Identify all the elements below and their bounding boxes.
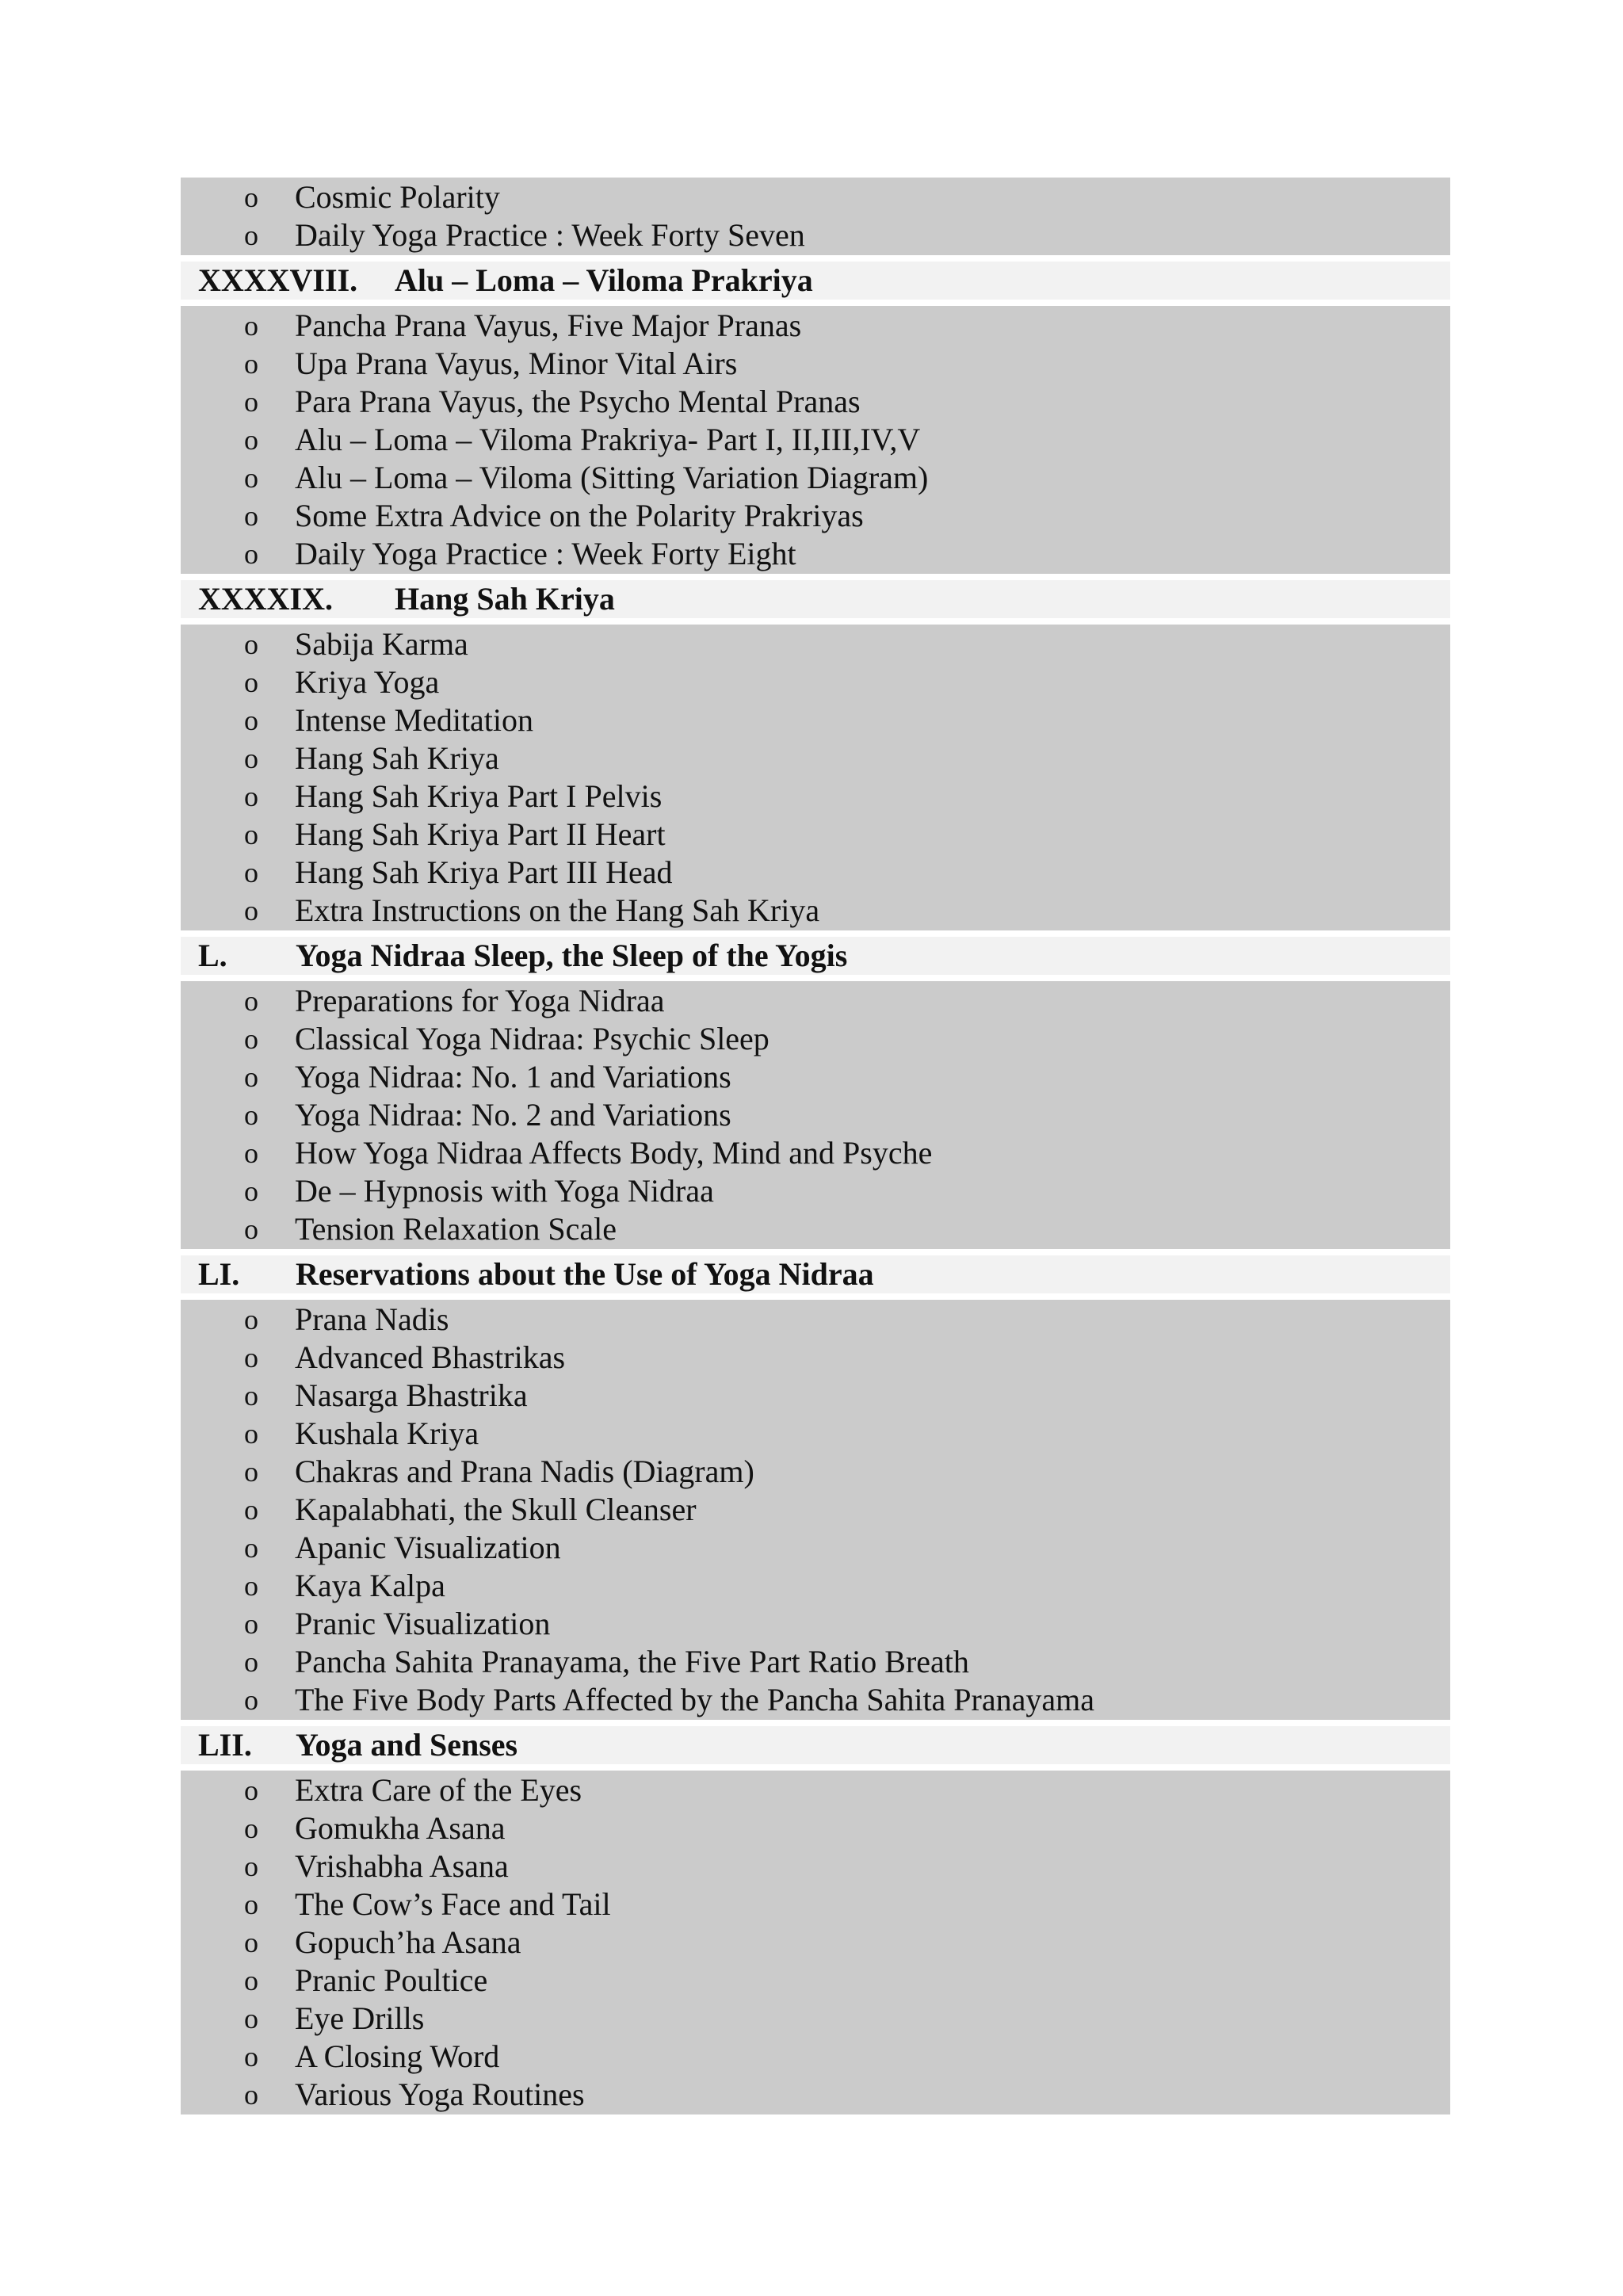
list-item-label: Pancha Prana Vayus, Five Major Pranas [295, 308, 802, 343]
bullet-icon: o [244, 1175, 258, 1207]
item-list [181, 306, 1450, 574]
section-title: Yoga Nidraa Sleep, the Sleep of the Yogis [296, 938, 848, 973]
list-item-label: Daily Yoga Practice : Week Forty Seven [295, 217, 805, 253]
list-item-label: Hang Sah Kriya Part I Pelvis [295, 778, 663, 814]
list-item [181, 1847, 1450, 1885]
list-item-label: The Cow’s Face and Tail [295, 1886, 611, 1922]
bullet-icon: o [244, 538, 258, 570]
list-item-label: Nasarga Bhastrika [295, 1377, 528, 1413]
list-item [181, 816, 1450, 854]
list-item [181, 2076, 1450, 2114]
list-item-label: Alu – Loma – Viloma Prakriya- Part I, II,III,IV,V [295, 422, 921, 457]
list-item [181, 739, 1450, 777]
list-item-label: De – Hypnosis with Yoga Nidraa [295, 1173, 714, 1209]
bullet-icon: o [244, 1023, 258, 1055]
list-item [181, 1301, 1450, 1339]
section-numeral: LII. [198, 1727, 252, 1763]
list-item-label: Cosmic Polarity [295, 179, 500, 215]
list-item [181, 1172, 1450, 1210]
bullet-icon: o [244, 181, 258, 213]
section-title: Reservations about the Use of Yoga Nidraa [296, 1256, 874, 1292]
list-item [181, 892, 1450, 930]
bullet-icon: o [244, 1570, 258, 1602]
list-item-label: Preparations for Yoga Nidraa [295, 983, 665, 1018]
list-item [181, 1567, 1450, 1605]
list-item-label: Apanic Visualization [295, 1530, 561, 1565]
section-numeral: LI. [198, 1256, 240, 1292]
list-item-label: Upa Prana Vayus, Minor Vital Airs [295, 346, 738, 381]
bullet-icon: o [244, 1456, 258, 1488]
list-item [181, 1210, 1450, 1248]
list-item-label: Chakras and Prana Nadis (Diagram) [295, 1454, 754, 1489]
bullet-icon: o [244, 1213, 258, 1245]
bullet-icon: o [244, 1099, 258, 1131]
list-item [181, 459, 1450, 497]
section-heading [181, 580, 1450, 618]
list-item-label: Kaya Kalpa [295, 1568, 445, 1603]
list-item-label: Sabija Karma [295, 626, 468, 662]
bullet-icon: o [244, 895, 258, 926]
bullet-icon: o [244, 1608, 258, 1640]
list-item [181, 1134, 1450, 1172]
list-item-label: Kapalabhati, the Skull Cleanser [295, 1492, 697, 1527]
list-item [181, 625, 1450, 663]
list-item-label: Kriya Yoga [295, 664, 440, 700]
list-item-label: Para Prana Vayus, the Psycho Mental Pranas [295, 384, 861, 419]
bullet-icon: o [244, 1137, 258, 1169]
bullet-icon: o [244, 781, 258, 812]
bullet-icon: o [244, 1494, 258, 1526]
list-item [181, 216, 1450, 254]
list-item [181, 1529, 1450, 1567]
list-item-label: Daily Yoga Practice : Week Forty Eight [295, 536, 796, 571]
list-item-label: Prana Nadis [295, 1301, 449, 1337]
bullet-icon: o [244, 1889, 258, 1920]
bullet-icon: o [244, 1646, 258, 1678]
list-item-label: A Closing Word [295, 2038, 500, 2074]
item-list [181, 981, 1450, 1249]
list-item-label: Pancha Sahita Pranayama, the Five Part Ratio Breath [295, 1644, 969, 1679]
list-item-label: How Yoga Nidraa Affects Body, Mind and Psyche [295, 1135, 933, 1171]
list-item [181, 421, 1450, 459]
section-title: Hang Sah Kriya [395, 581, 615, 617]
list-item [181, 497, 1450, 535]
list-item-label: Eye Drills [295, 2000, 425, 2036]
list-item [181, 1643, 1450, 1681]
bullet-icon: o [244, 667, 258, 698]
list-item [181, 1771, 1450, 1809]
list-item-label: Classical Yoga Nidraa: Psychic Sleep [295, 1021, 769, 1056]
list-item [181, 535, 1450, 573]
bullet-icon: o [244, 1965, 258, 1996]
bullet-icon: o [244, 857, 258, 888]
list-item-label: Pranic Visualization [295, 1606, 551, 1641]
list-item [181, 2038, 1450, 2076]
item-list [181, 1771, 1450, 2115]
list-item-label: Gopuch’ha Asana [295, 1924, 521, 1960]
list-item [181, 2000, 1450, 2038]
list-item [181, 1962, 1450, 2000]
list-item-label: Tension Relaxation Scale [295, 1211, 617, 1247]
bullet-icon: o [244, 348, 258, 380]
bullet-icon: o [244, 310, 258, 342]
list-item-label: Some Extra Advice on the Polarity Prakriyas [295, 498, 864, 533]
list-item-label: Pranic Poultice [295, 1962, 488, 1998]
bullet-icon: o [244, 1775, 258, 1806]
section-numeral: L. [198, 938, 227, 973]
list-item [181, 701, 1450, 739]
section-heading [181, 1255, 1450, 1293]
list-item-label: Vrishabha Asana [295, 1848, 509, 1884]
list-item [181, 1096, 1450, 1134]
list-item [181, 307, 1450, 345]
list-item [181, 1453, 1450, 1491]
section-heading [181, 1726, 1450, 1764]
list-item [181, 345, 1450, 383]
section-heading [181, 937, 1450, 975]
list-item [181, 1605, 1450, 1643]
list-item [181, 1681, 1450, 1719]
section-title: Alu – Loma – Viloma Prakriya [395, 262, 813, 298]
list-item [181, 1020, 1450, 1058]
bullet-icon: o [244, 1061, 258, 1093]
list-item-label: The Five Body Parts Affected by the Pancha Sahita Pranayama [295, 1682, 1095, 1717]
item-list [181, 178, 1450, 255]
bullet-icon: o [244, 1532, 258, 1564]
bullet-icon: o [244, 424, 258, 456]
list-item [181, 1809, 1450, 1847]
list-item [181, 1491, 1450, 1529]
bullet-icon: o [244, 1684, 258, 1716]
bullet-icon: o [244, 2041, 258, 2073]
list-item-label: Hang Sah Kriya Part II Heart [295, 816, 666, 852]
bullet-icon: o [244, 1380, 258, 1412]
list-item-label: Alu – Loma – Viloma (Sitting Variation Diagram) [295, 460, 929, 495]
list-item [181, 854, 1450, 892]
list-item [181, 777, 1450, 816]
list-item-label: Extra Care of the Eyes [295, 1772, 582, 1808]
list-item-label: Yoga Nidraa: No. 2 and Variations [295, 1097, 731, 1133]
section-numeral: XXXXVIII. [198, 262, 358, 298]
bullet-icon: o [244, 743, 258, 774]
list-item-label: Advanced Bhastrikas [295, 1339, 566, 1375]
list-item [181, 1415, 1450, 1453]
bullet-icon: o [244, 1342, 258, 1373]
bullet-icon: o [244, 1418, 258, 1450]
list-item-label: Extra Instructions on the Hang Sah Kriya [295, 892, 820, 928]
list-item-label: Various Yoga Routines [295, 2076, 585, 2112]
table-of-contents [181, 178, 1450, 2115]
list-item [181, 1885, 1450, 1924]
bullet-icon: o [244, 1851, 258, 1882]
list-item-label: Intense Meditation [295, 702, 534, 738]
bullet-icon: o [244, 500, 258, 532]
list-item-label: Hang Sah Kriya [295, 740, 499, 776]
list-item [181, 383, 1450, 421]
bullet-icon: o [244, 2079, 258, 2111]
list-item [181, 663, 1450, 701]
item-list [181, 1300, 1450, 1720]
list-item-label: Yoga Nidraa: No. 1 and Variations [295, 1059, 731, 1095]
list-item [181, 178, 1450, 216]
bullet-icon: o [244, 2003, 258, 2034]
bullet-icon: o [244, 1927, 258, 1958]
bullet-icon: o [244, 628, 258, 660]
section-title: Yoga and Senses [296, 1727, 518, 1763]
list-item [181, 982, 1450, 1020]
section-numeral: XXXXIX. [198, 581, 333, 617]
list-item-label: Gomukha Asana [295, 1810, 506, 1846]
item-list [181, 625, 1450, 930]
bullet-icon: o [244, 985, 258, 1017]
list-item [181, 1377, 1450, 1415]
list-item [181, 1924, 1450, 1962]
list-item-label: Kushala Kriya [295, 1415, 479, 1451]
bullet-icon: o [244, 220, 258, 251]
bullet-icon: o [244, 1304, 258, 1335]
bullet-icon: o [244, 1813, 258, 1844]
bullet-icon: o [244, 705, 258, 736]
list-item [181, 1339, 1450, 1377]
list-item [181, 1058, 1450, 1096]
list-item-label: Hang Sah Kriya Part III Head [295, 854, 673, 890]
section-heading [181, 262, 1450, 300]
bullet-icon: o [244, 819, 258, 850]
bullet-icon: o [244, 462, 258, 494]
bullet-icon: o [244, 386, 258, 418]
